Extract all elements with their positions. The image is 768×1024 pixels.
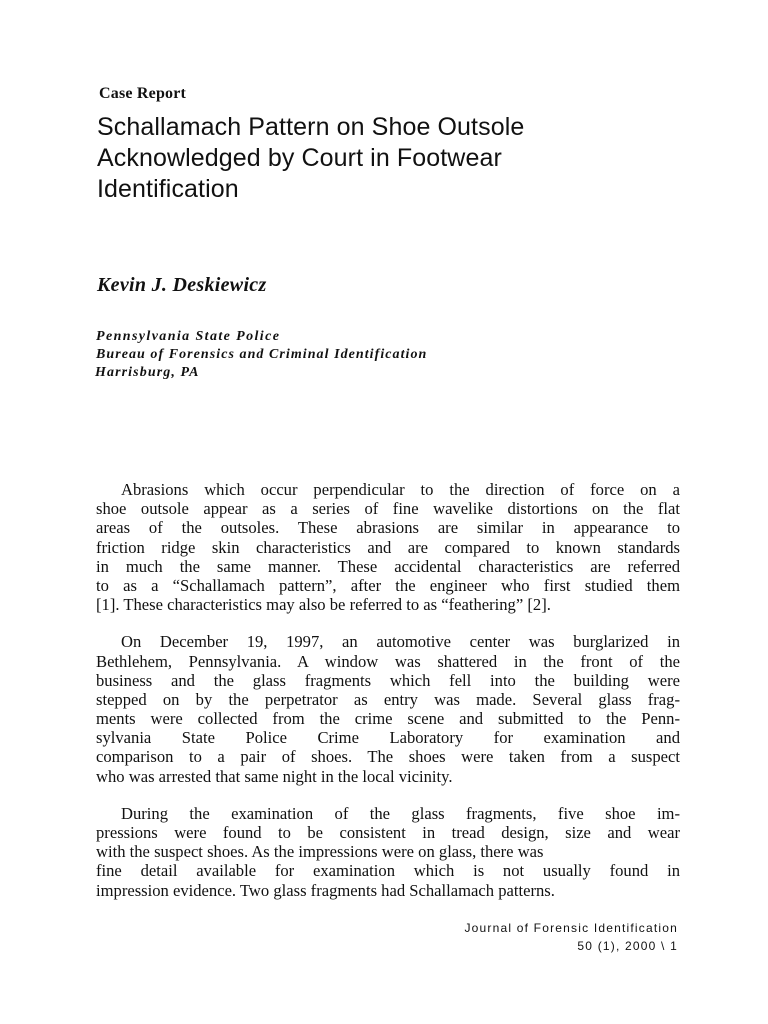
title-line: Schallamach Pattern on Shoe Outsole [97, 113, 525, 141]
title-line: Identification [97, 175, 239, 203]
body-line: areas of the outsoles. These abrasions are similar in appearance to [96, 518, 680, 538]
article-type-label: Case Report [99, 85, 187, 102]
body-line: stepped on by the perpetrator as entry was made. Several glass frag- [96, 689, 680, 709]
article-title [97, 112, 717, 205]
body-line: friction ridge skin characteristics and are compared to known standards [96, 537, 680, 557]
journal-name: Journal of Forensic Identification [464, 921, 678, 935]
body-line: who was arrested that same night in the local vicinity. [96, 766, 453, 786]
affiliation-line: Harrisburg, PA [95, 365, 200, 380]
article-body [96, 480, 680, 918]
body-paragraph [96, 804, 680, 900]
body-paragraph [96, 632, 680, 786]
body-line: sylvania State Police Crime Laboratory for examination and [96, 728, 680, 748]
body-line: in much the same manner. These accidental characteristics are referred [96, 556, 680, 576]
body-line: comparison to a pair of shoes. The shoes were taken from a suspect [96, 747, 680, 767]
body-paragraph [96, 480, 680, 614]
title-line: Acknowledged by Court in Footwear [97, 144, 502, 172]
body-line: impression evidence. Two glass fragments had Schallamach patterns. [96, 880, 555, 900]
body-line: ments were collected from the crime scene and submitted to the Penn- [96, 709, 680, 729]
body-line: [1]. These characteristics may also be referred to as “feathering” [2]. [96, 595, 551, 615]
body-line: with the suspect shoes. As the impressions were on glass, there was [96, 842, 544, 862]
body-line: Bethlehem, Pennsylvania. A window was shattered in the front of the [96, 651, 680, 671]
body-line: pressions were found to be consistent in tread design, size and wear [96, 823, 680, 842]
affiliation-line: Pennsylvania State Police [96, 329, 281, 344]
body-line: fine detail available for examination which is not usually found in [96, 861, 680, 881]
author-name: Kevin J. Deskiewicz [97, 274, 267, 296]
body-line: On December 19, 1997, an automotive center was burglarized in [121, 632, 680, 652]
body-line: During the examination of the glass fragments, five shoe im- [121, 803, 680, 823]
page-footer [464, 919, 678, 955]
body-line: business and the glass fragments which fell into the building were [96, 670, 680, 690]
body-line: Abrasions which occur perpendicular to the direction of force on a [121, 480, 680, 499]
body-line: to as a “Schallamach pattern”, after the engineer who first studied them [96, 575, 680, 595]
body-line: shoe outsole appear as a series of fine wavelike distortions on the flat [96, 499, 680, 519]
author-affiliation [95, 328, 427, 382]
journal-citation: 50 (1), 2000 \ 1 [577, 939, 678, 953]
affiliation-line: Bureau of Forensics and Criminal Identification [96, 347, 428, 362]
